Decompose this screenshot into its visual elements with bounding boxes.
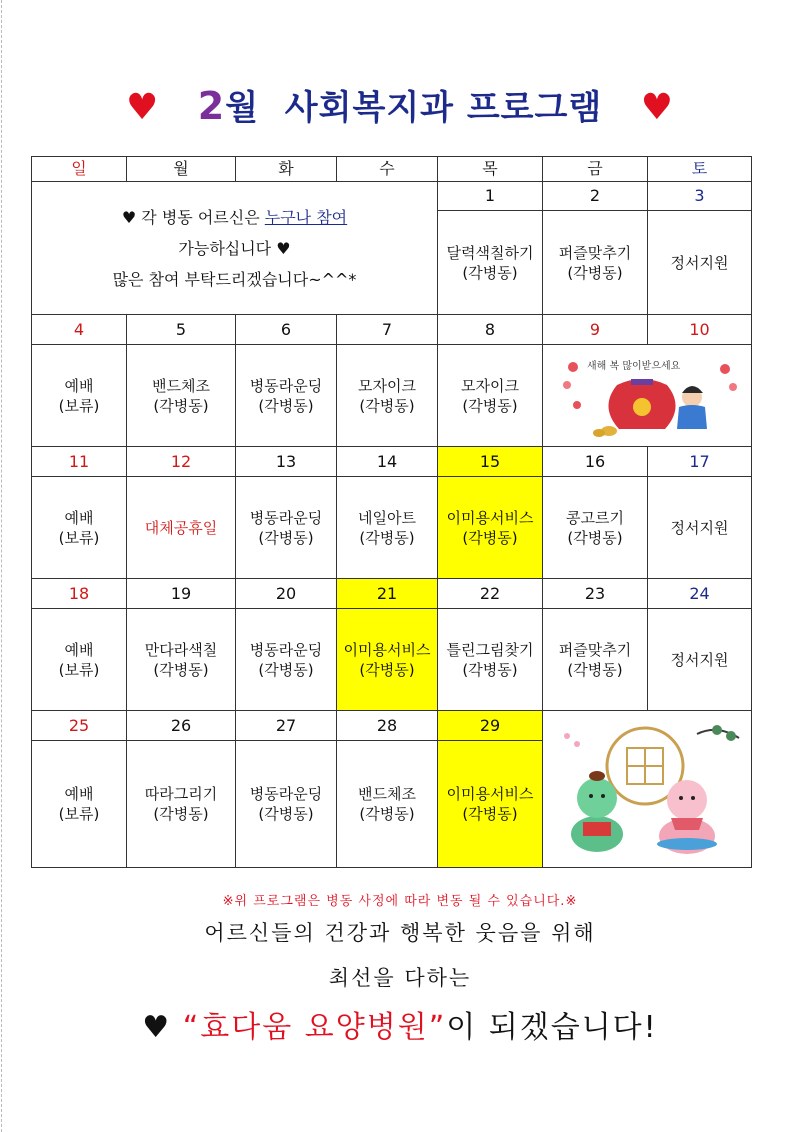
date-cell: 20 [236,579,337,609]
activity-cell: 틀린그림찾기 (각병동) [438,609,543,711]
notice-line3: 많은 참여 부탁드리겠습니다~^^* [112,269,357,289]
weekday-sun: 일 [32,157,127,182]
title-month-suffix: 월 [225,88,260,128]
activity-cell: 모자이크 (각병동) [337,345,438,447]
date-cell: 5 [127,315,236,345]
activity-cell: 정서지원 [648,477,752,579]
activity-cell: 네일아트 (각병동) [337,477,438,579]
heart-icon: ♥ [121,207,137,227]
date-cell: 11 [32,447,127,477]
date-cell: 22 [438,579,543,609]
date-cell: 10 [648,315,752,345]
date-cell: 19 [127,579,236,609]
activity-cell: 만다라색칠 (각병동) [127,609,236,711]
footer-closing: 이 되겠습니다! [446,1010,658,1045]
date-cell: 25 [32,711,127,741]
page-title [0,80,800,129]
week-4-activities [32,609,752,711]
week-4-dates [32,579,752,609]
activity-cell: 퍼즐맞추기 (각병동) [543,211,648,315]
activity-cell: 달력색칠하기 (각병동) [438,211,543,315]
week-5-dates [32,711,752,741]
date-cell: 24 [648,579,752,609]
week-2-dates [32,315,752,345]
new-year-pouch-image [547,345,747,441]
activity-cell: 병동라운딩 (각병동) [236,477,337,579]
date-cell: 23 [543,579,648,609]
weekday-tue: 화 [236,157,337,182]
activity-cell: 정서지원 [648,211,752,315]
date-cell: 28 [337,711,438,741]
activity-cell: 모자이크 (각병동) [438,345,543,447]
date-cell: 2 [543,182,648,211]
week-2-activities [32,345,752,447]
activity-cell: 밴드체조 (각병동) [337,741,438,868]
activity-cell: 퍼즐맞추기 (각병동) [543,609,648,711]
new-year-greeting: 새해 복 많이받으세요 [587,361,681,372]
activity-cell: 밴드체조 (각병동) [127,345,236,447]
footer-line-1: 어르신들의 건강과 행복한 웃음을 위해 [204,921,596,945]
notice-line2: 가능하십니다 ♥ [178,238,291,258]
weekday-thu: 목 [438,157,543,182]
hospital-name: “효다움 요양병원” [182,1010,447,1045]
date-cell: 13 [236,447,337,477]
date-cell: 12 [127,447,236,477]
notice-line1-b: 누구나 참여 [264,207,348,227]
date-cell: 6 [236,315,337,345]
activity-cell: 예배 (보류) [32,609,127,711]
date-cell: 29 [438,711,543,741]
date-cell: 4 [32,315,127,345]
program-calendar [31,156,752,868]
date-cell: 17 [648,447,752,477]
date-cell: 18 [32,579,127,609]
date-cell: 7 [337,315,438,345]
footer-line-3 [0,1002,800,1046]
heart-icon: ♥ [640,87,675,128]
schedule-change-note: ※위 프로그램은 병동 사정에 따라 변동 될 수 있습니다.※ [222,894,578,909]
notice-line1-a: 각 병동 어르신은 [141,207,260,227]
footer-line-2: 최선을 다하는 [328,966,472,990]
activity-cell: 따라그리기 (각병동) [127,741,236,868]
activity-cell: 병동라운딩 (각병동) [236,609,337,711]
activity-cell: 병동라운딩 (각병동) [236,345,337,447]
activity-cell: 이미용서비스 (각병동) [438,477,543,579]
weekday-fri: 금 [543,157,648,182]
date-cell: 21 [337,579,438,609]
date-cell: 15 [438,447,543,477]
weekday-sat: 토 [648,157,752,182]
title-text: 사회복지과 프로그램 [284,88,603,128]
week-3-activities [32,477,752,579]
date-cell: 9 [543,315,648,345]
date-cell: 27 [236,711,337,741]
heart-icon: ♥ [125,87,160,128]
activity-cell: 이미용서비스 (각병동) [337,609,438,711]
activity-cell: 대체공휴일 [127,477,236,579]
activity-cell: 병동라운딩 (각병동) [236,741,337,868]
activity-cell: 예배 (보류) [32,477,127,579]
weekday-wed: 수 [337,157,438,182]
dragon-illustration [543,711,752,868]
new-year-dragons-image [547,714,747,860]
activity-cell: 예배 (보류) [32,345,127,447]
participation-notice [32,182,438,315]
title-month-number: 2 [197,84,226,128]
weekday-header-row [32,157,752,182]
weekday-mon: 월 [127,157,236,182]
activity-cell: 정서지원 [648,609,752,711]
date-cell: 1 [438,182,543,211]
activity-cell: 콩고르기 (각병동) [543,477,648,579]
date-cell: 26 [127,711,236,741]
date-cell: 8 [438,315,543,345]
date-cell: 14 [337,447,438,477]
activity-cell: 이미용서비스 (각병동) [438,741,543,868]
heart-icon: ♥ [142,1010,172,1045]
week-3-dates [32,447,752,477]
date-cell: 3 [648,182,752,211]
lunar-new-year-illustration [543,345,752,447]
week-1-dates [32,182,752,211]
activity-cell: 예배 (보류) [32,741,127,868]
date-cell: 16 [543,447,648,477]
